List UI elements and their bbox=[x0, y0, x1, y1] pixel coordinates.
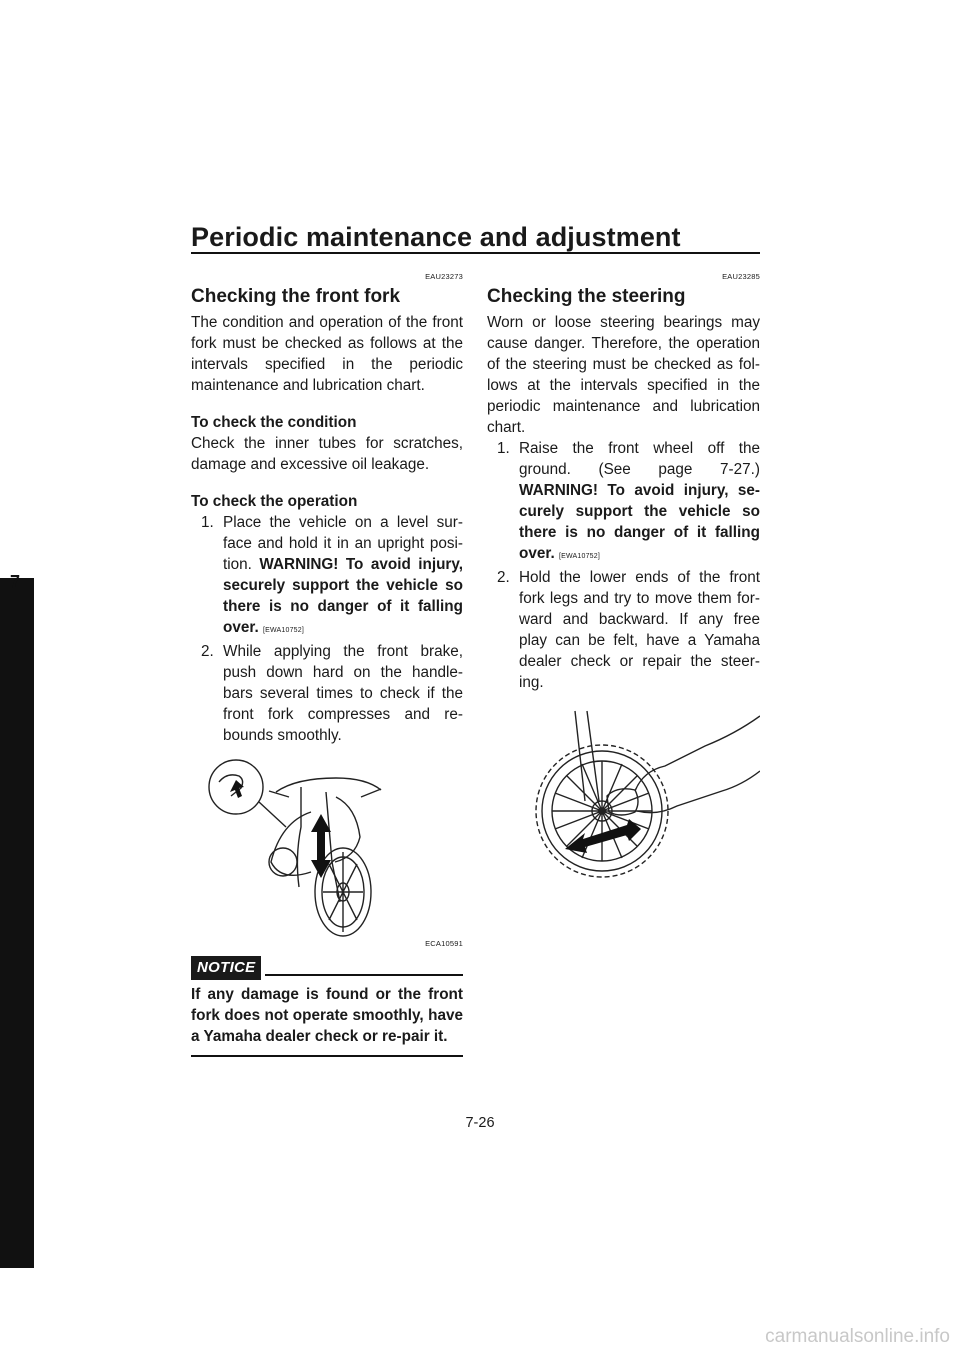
section-code: EAU23285 bbox=[722, 272, 760, 281]
right-column bbox=[487, 272, 760, 881]
warning-text: WARNING! To avoid injury, securely support the vehicle so there is no danger of it falling over. bbox=[223, 556, 464, 636]
step-item bbox=[487, 438, 760, 567]
step-number: 1. bbox=[201, 514, 214, 531]
front-fork-intro: The condition and operation of the front fork must be checked as follows at the intervals specified in the periodic maintenance and lubrication chart. bbox=[191, 314, 463, 394]
step-text: Raise the front wheel off the ground. (See page 7-27.) bbox=[519, 440, 760, 478]
steering-intro: Worn or loose steering bearings may cause danger. Therefore, the operation of the steering must be checked as fol-lows at the intervals specified in the periodic maintenance and lubrication chart. bbox=[487, 314, 760, 436]
motorcycle-fork-illustration bbox=[191, 752, 463, 942]
notice-badge: NOTICE bbox=[191, 956, 261, 980]
step-text: Place the vehicle on a level sur-face and hold it in an upright posi-tion. bbox=[223, 514, 463, 573]
operation-subheading: To check the operation bbox=[191, 493, 358, 510]
chapter-number: 7 bbox=[9, 572, 20, 592]
front-fork-figure bbox=[191, 752, 463, 952]
warning-code: [EWA10752] bbox=[262, 627, 305, 634]
watermark: carmanualsonline.info bbox=[765, 1326, 950, 1347]
section-heading-steering: Checking the steering bbox=[487, 286, 686, 307]
figure-code: ECA10591 bbox=[425, 939, 463, 948]
steering-figure bbox=[487, 701, 760, 881]
section-heading-front-fork: Checking the front fork bbox=[191, 286, 401, 307]
notice-rule bbox=[265, 974, 463, 976]
warning-code: [EWA10752] bbox=[558, 553, 601, 560]
section-code: EAU23273 bbox=[425, 272, 463, 281]
wheel-hand-illustration bbox=[487, 701, 760, 881]
page-number: 7-26 bbox=[465, 1115, 495, 1131]
condition-subheading: To check the condition bbox=[191, 414, 357, 431]
step-item bbox=[487, 567, 760, 693]
chapter-tab bbox=[0, 578, 34, 1268]
header-rule bbox=[191, 252, 760, 254]
left-column bbox=[191, 272, 463, 1057]
warning-text: WARNING! To avoid injury, se-curely support the vehicle so there is no danger of it falling over. bbox=[519, 482, 760, 562]
step-number: 2. bbox=[201, 643, 214, 660]
notice-end-rule bbox=[191, 1055, 463, 1057]
condition-text: Check the inner tubes for scratches, damage and excessive oil leakage. bbox=[191, 435, 463, 473]
step-number: 2. bbox=[497, 569, 510, 586]
notice-header bbox=[191, 956, 463, 980]
step-text: Hold the lower ends of the front fork legs and try to move them for-ward and backward. If any free play can be felt, have a Yamaha dealer check or repair the steer-ing. bbox=[519, 569, 760, 691]
step-item bbox=[191, 641, 463, 746]
page-title: Periodic maintenance and adjustment bbox=[191, 222, 681, 252]
notice-text: If any damage is found or the front fork does not operate smoothly, have a Yamaha dealer check or re-pair it. bbox=[191, 986, 463, 1045]
step-number: 1. bbox=[497, 440, 510, 457]
step-text: While applying the front brake, push down hard on the handle-bars several times to check if the front fork compresses and re-bounds smoothly. bbox=[223, 643, 463, 744]
step-item bbox=[191, 512, 463, 641]
